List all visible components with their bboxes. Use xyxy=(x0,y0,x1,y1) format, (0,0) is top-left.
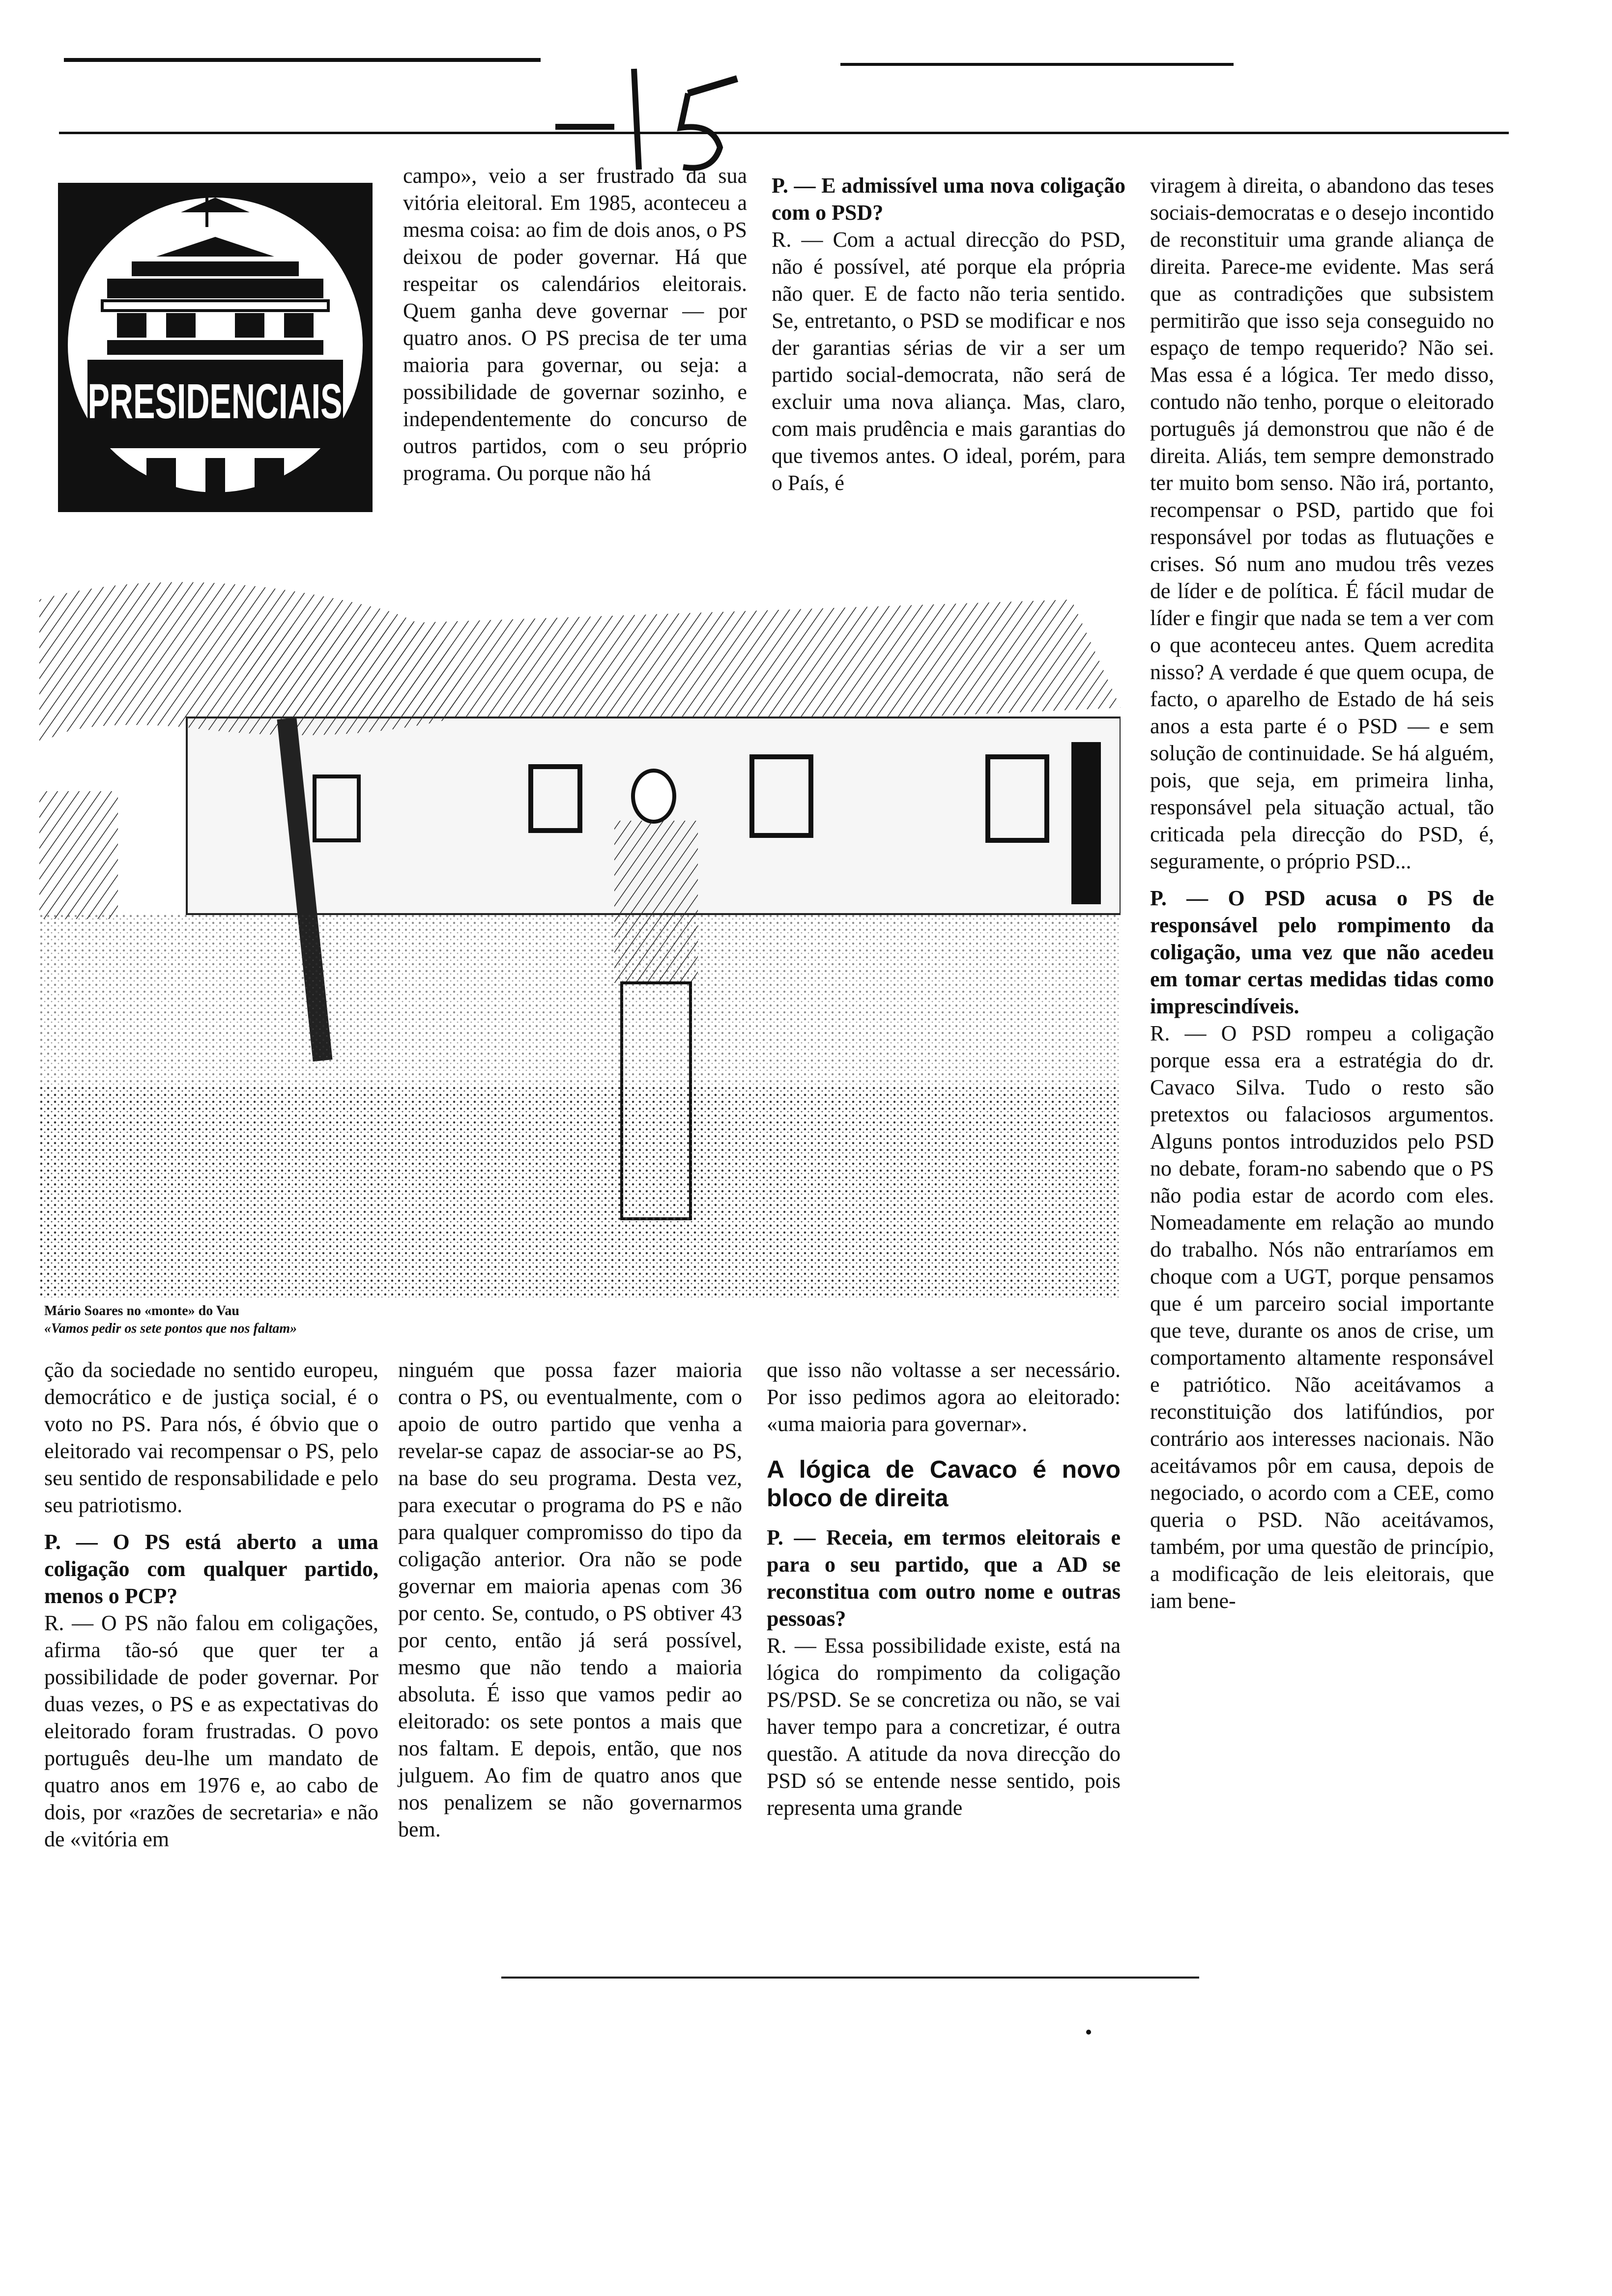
photo-caption xyxy=(44,1302,297,1338)
photo-mario-soares xyxy=(39,570,1121,1297)
interview-answer: R. — Com a actual direcção do PSD, não é possível, até porque ela própria não quer. E de facto não teria sentido. Se, entretanto, o PSD se modificar e nos der garantias sérias de vir a ser um partido social-democrata, não será de excluir uma nova aliança. Mas, claro, com mais prudência e mais garantias do que tivemos antes. O ideal, porém, para o País, é xyxy=(772,228,1125,495)
bottom-rule xyxy=(501,1977,1199,1979)
caption-line-1: Mário Soares no «monte» do Vau xyxy=(44,1303,239,1319)
article-paragraph: campo», veio a ser frustrado da sua vitória eleitoral. Em 1985, aconteceu a mesma coisa: ao fim de dois anos, o PS deixou de poder governar. Há que respeitar os calendários eleitorais. Quem ganha deve governar — por quatro anos. O PS precisa de ter uma maioria para governar, ou seja: a possibilidade de governar sozinho, e independentemente do concurso de outros partidos, com o seu próprio programa. Ou porque não há xyxy=(403,164,747,485)
interview-question: P. — O PSD acusa o PS de responsável pelo rompimento da coligação, uma vez que não acedeu em tomar certas medidas tidas como imprescindíveis. xyxy=(1150,886,1494,1018)
caption-line-2: «Vamos pedir os sete pontos que nos faltam» xyxy=(44,1321,297,1336)
article-paragraph: ninguém que possa fazer maioria contra o PS, ou eventualmente, com o apoio de outro partido que venha a revelar-se capaz de associar-se ao PS, na base do seu programa. Desta vez, para executar o programa do PS e não para qualquer compromisso do tipo da coligação anterior. Ora não se pode governar em maioria apenas com 36 por cento. Se, contudo, o PS obtiver 43 por cento, então já será possível, mesmo que não tendo a maioria absoluta. É isso que vamos pedir ao eleitorado: os sete pontos a mais que nos faltam. E depois, então, que nos julguem. Ao fim de quatro anos que nos penalizem se não governarmos bem. xyxy=(398,1358,742,1841)
photo-illustration xyxy=(39,570,1121,1297)
interview-answer: R. — O PSD rompeu a coligação porque essa era a estratégia do dr. Cavaco Silva. Tudo o resto são pretextos ou falaciosos argumentos. Alguns pontos introduzidos pelo PSD no debate, foram-no sabendo que o PS não podia estar de acordo com eles. Nomeadamente em relação ao mundo do trabalho. Nós não entraríamos em choque com a UGT, porque pensamos que é um parceiro social importante que teve, durante os anos de crise, um comportamento altamente responsável e patriótico. Não aceitávamos a reconstituição dos latifúndios, por contrário aos interesses nacionais. Não aceitávamos pôr em causa, depois de negociado, o acordo com a CEE, como queria o PSD. Não aceitávamos, também, por uma questão de princípio, a modificação de leis eleitorais, que iam bene- xyxy=(1150,1021,1494,1613)
article-column-2-top xyxy=(403,162,747,487)
logo-label: PRESIDENCIAIS xyxy=(87,373,343,429)
article-paragraph: ção da sociedade no sentido europeu, democrático e de justiça social, é o voto no PS. Para nós, é óbvio que o eleitorado vai recompensar o PS, pelo seu sentido de responsabilidade e pelo seu patriotismo. xyxy=(44,1358,378,1517)
top-rule-right xyxy=(840,63,1234,66)
article-paragraph: viragem à direita, o abandono das teses sociais-democratas e o desejo incontido de reconstituir uma grande aliança de direita. Parece-me evidente. Mas será que as contradições que subsistem permitirão que isso seja conseguido no espaço de tempo requerido? Não sei. Mas essa é a lógica. Ter medo disso, contudo não tenho, porque o eleitorado português já demonstrou que não é de direita. Aliás, tem sempre demonstrado ter muito bom senso. Não irá, portanto, recompensar o PSD, partido que foi responsável por todas as flutuações e crises. Só num ano mudou três vezes de líder e de política. É fácil mudar de líder e fingir que nada se tem a ver com o que aconteceu antes. Quem acredita nisso? A verdade é que quem ocupa, de facto, o aparelho de Estado de há seis anos a esta parte é o PSD — e sem solução de continuidade. Se há alguém, pois, que seja, em primeira linha, responsável pela situação actual, tão criticada pela direcção do PSD, é, seguramente, o próprio PSD... xyxy=(1150,173,1494,873)
interview-question: P. — E admissível uma nova coligação com o PSD? xyxy=(772,173,1125,225)
article-column-2-bottom xyxy=(398,1356,742,1843)
interview-answer: R. — O PS não falou em coligações, afirma tão-só que quer ter a possibilidade de poder governar. Por duas vezes, o PS e as expectativas do eleitorado foram frustradas. O povo português deu-lhe um mandato de quatro anos em 1976 e, ao cabo de dois, por «razões de secretaria» e não de «vitória em xyxy=(44,1611,378,1851)
top-rule-left xyxy=(64,58,541,62)
section-heading: A lógica de Cavaco é novo bloco de direita xyxy=(767,1456,1121,1512)
header-rule xyxy=(59,132,1509,134)
interview-question: P. — Receia, em termos eleitorais e para o seu partido, que a AD se reconstitua com outro nome e outras pessoas? xyxy=(767,1525,1121,1631)
article-column-4 xyxy=(1150,172,1494,1614)
print-speck xyxy=(1086,2030,1091,2035)
handwritten-page-number xyxy=(614,59,762,172)
article-paragraph: que isso não voltasse a ser necessário. Por isso pedimos agora ao eleitorado: «uma maioria para governar». xyxy=(767,1358,1121,1436)
presidenciais-logo xyxy=(58,183,373,512)
article-column-1-bottom xyxy=(44,1356,378,1853)
article-column-3-bottom xyxy=(767,1356,1121,1821)
interview-answer: R. — Essa possibilidade existe, está na lógica do rompimento da coligação PS/PSD. Se se concretiza ou não, se vai haver tempo para a concretizar, é outra questão. A atitude da nova direcção do PSD só se entende nesse sentido, pois representa uma grande xyxy=(767,1634,1121,1820)
interview-question: P. — O PS está aberto a uma coligação com qualquer partido, menos o PCP? xyxy=(44,1530,378,1608)
header-rule-thick xyxy=(555,124,614,130)
logo-illustration xyxy=(58,183,373,512)
article-column-3-top xyxy=(772,172,1125,496)
